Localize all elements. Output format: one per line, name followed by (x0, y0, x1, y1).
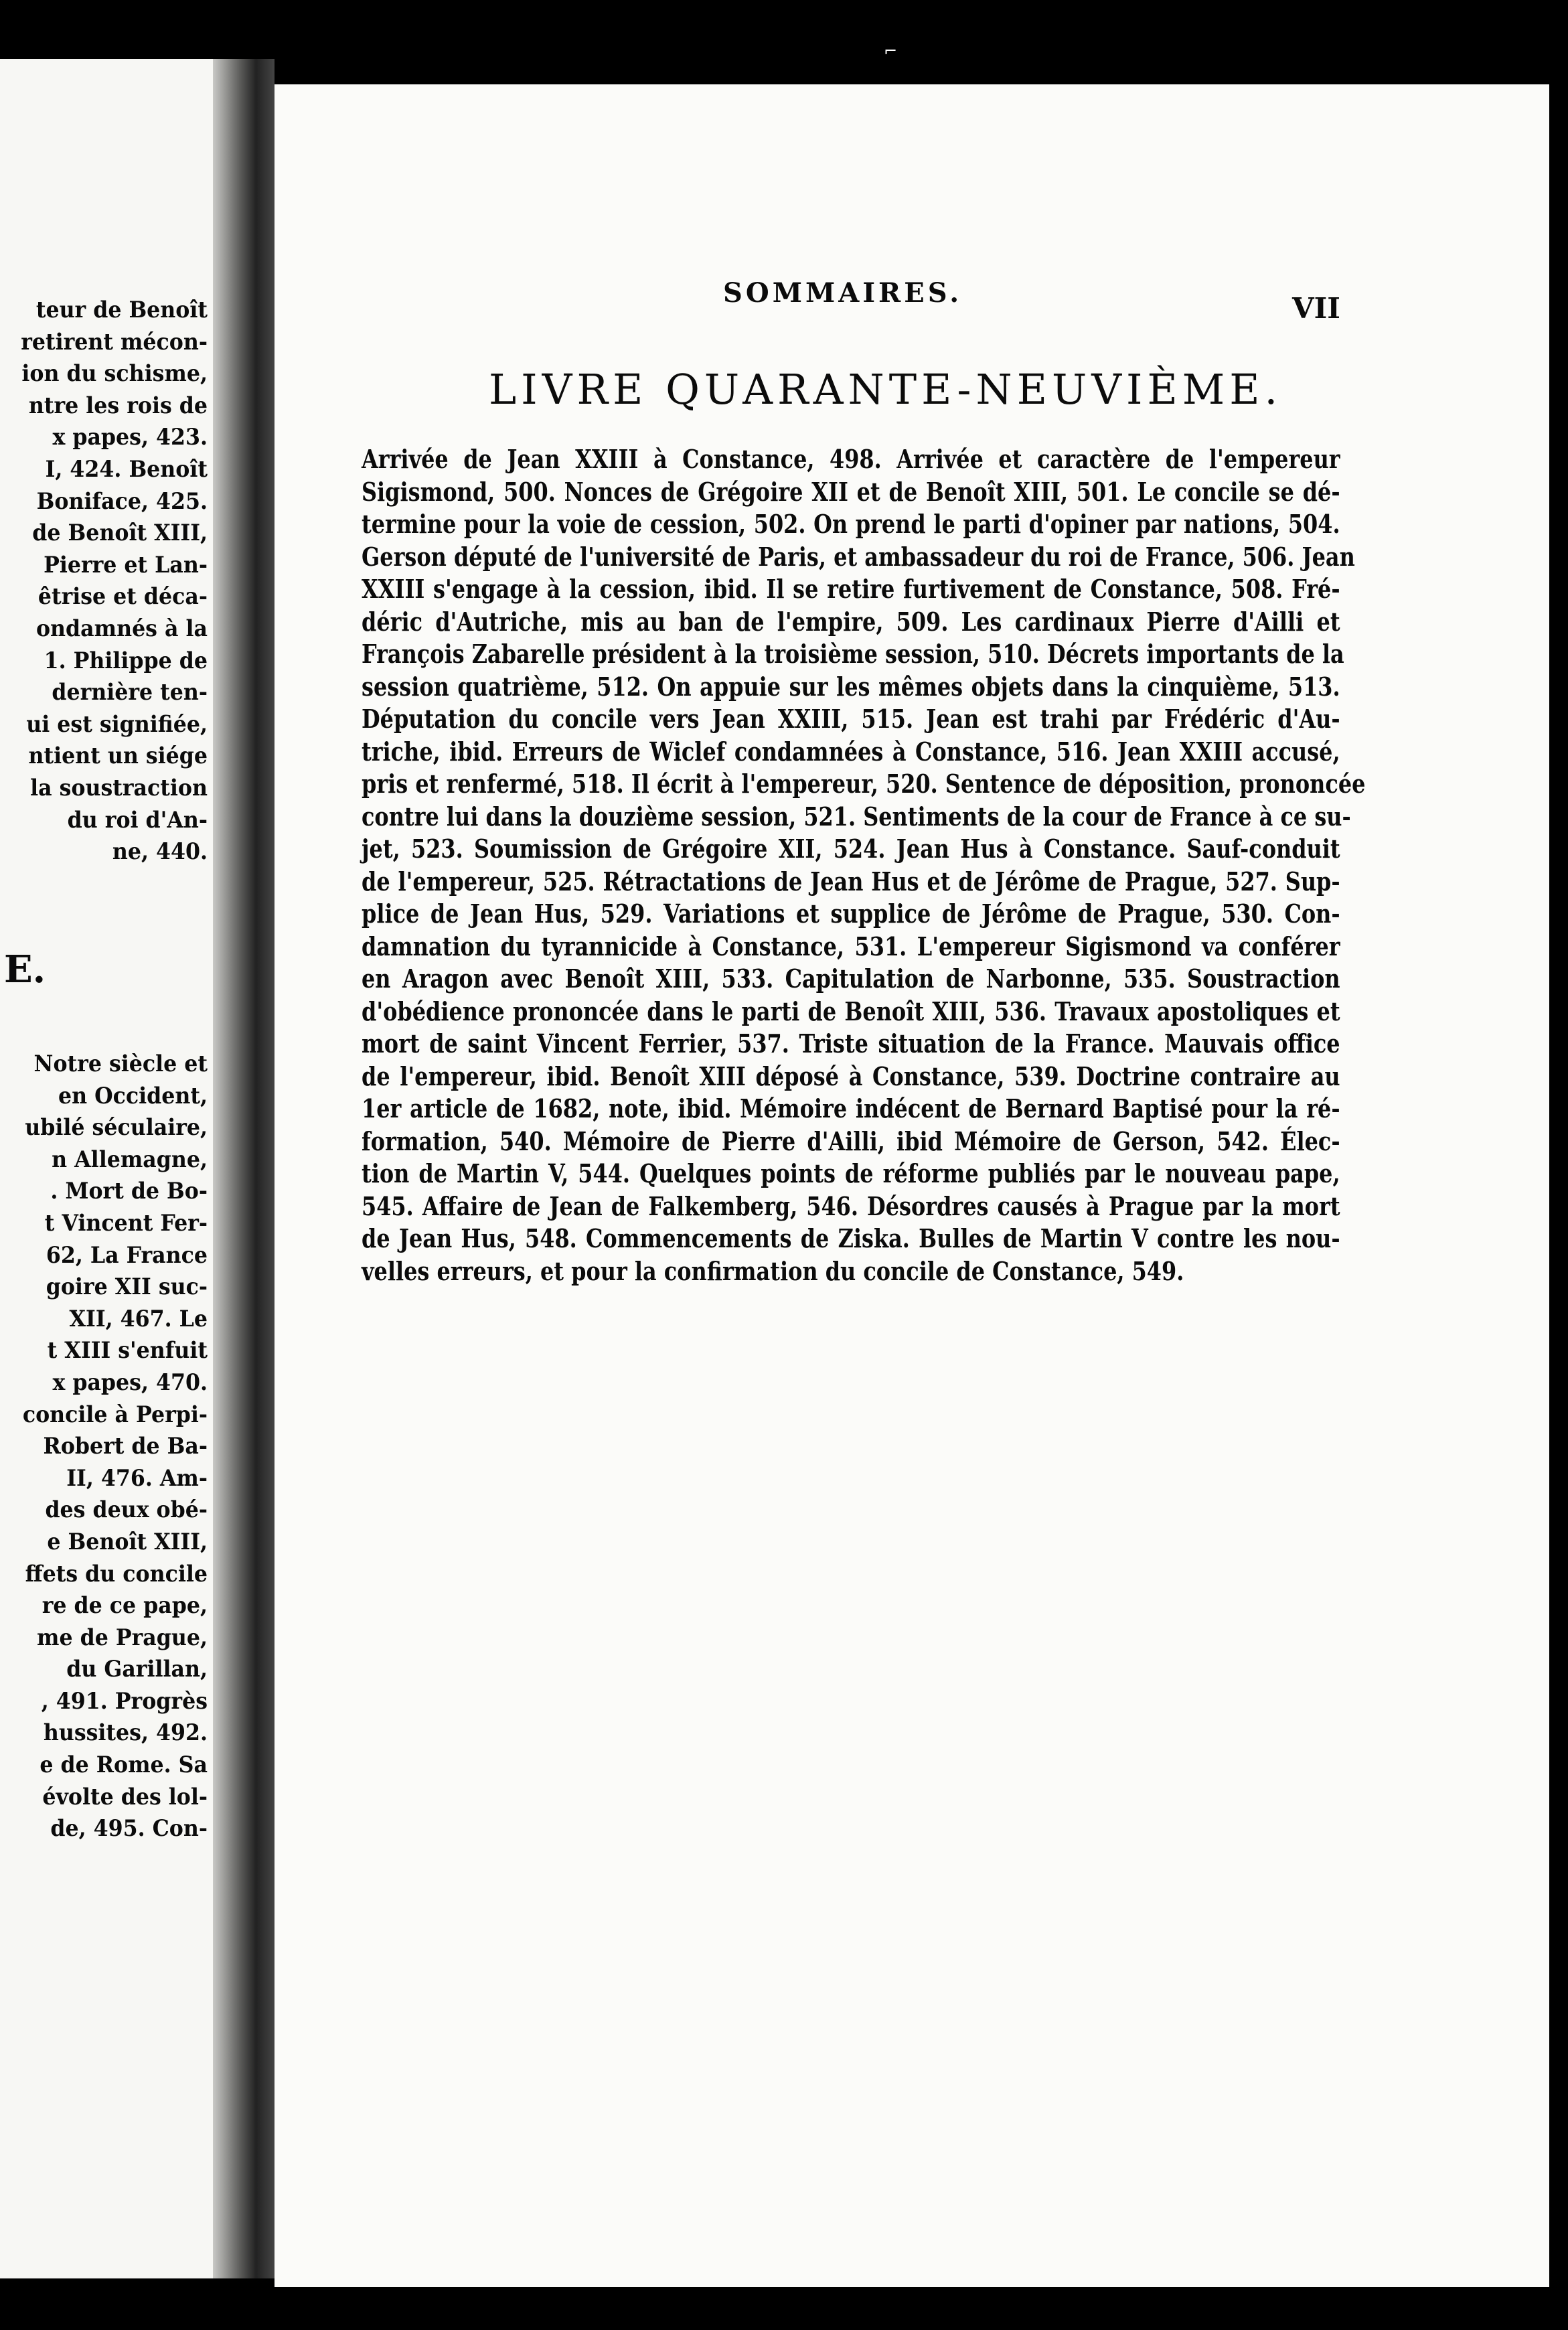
text-line: Députation du concile vers Jean XXIII, 515. Jean est trahi par Frédéric d'Au- (362, 704, 1340, 734)
text-line: t Vincent Fer- (44, 1209, 208, 1237)
text-line: 545. Affaire de Jean de Falkemberg, 546. Désordres causés à Prague par la mort (362, 1190, 1340, 1221)
running-head: SOMMAIRES. (723, 277, 963, 309)
text-line: êtrise et déca- (37, 583, 208, 611)
left-page (0, 59, 213, 2278)
text-line: du Garillan, (66, 1656, 208, 1683)
text-line: concile à Perpi- (22, 1401, 208, 1428)
text-line: en Occident, (58, 1082, 208, 1109)
text-line: Pierre et Lan- (44, 551, 208, 578)
text-line: jet, 523. Soumission de Grégoire XII, 524. Jean Hus à Constance. Sauf-conduit (362, 834, 1340, 864)
text-line: ondamnés à la (35, 615, 208, 642)
text-line: plice de Jean Hus, 529. Variations et supplice de Jérôme de Prague, 530. Con- (362, 899, 1340, 929)
left-page-text-bottom (0, 1048, 208, 1845)
text-line: x papes, 423. (52, 424, 208, 451)
text-line: Boniface, 425. (36, 487, 208, 515)
text-line: ntre les rois de (28, 392, 208, 419)
summary-paragraph (362, 443, 1366, 1288)
text-line: François Zabarelle président à la troisième session, 510. Décrets importants de la (362, 639, 1344, 669)
text-line: pris et renfermé, 518. Il écrit à l'empereur, 520. Sentence de déposition, prononcée (362, 769, 1366, 799)
text-line: II, 476. Am- (66, 1464, 208, 1492)
book-gutter (213, 59, 275, 2278)
text-line: termine pour la voie de cession, 502. On prend le parti d'opiner par nations, 504. (362, 509, 1340, 539)
text-line: velles erreurs, et pour la confirmation du concile de Constance, 549. (362, 1255, 1184, 1286)
text-line: de, 495. Con- (50, 1815, 208, 1843)
text-line: , 491. Progrès (41, 1687, 208, 1715)
text-line: t XIII s'enfuit (47, 1337, 208, 1365)
text-line: e de Rome. Sa (40, 1752, 208, 1779)
book-title: LIVRE QUARANTE-NEUVIÈME. (489, 365, 1283, 414)
page-number: VII (1292, 292, 1340, 325)
text-line: session quatrième, 512. On appuie sur les mêmes objets dans la cinquième, 513. (362, 671, 1340, 702)
text-line: teur de Benoît (35, 297, 208, 323)
text-line: dernière ten- (52, 679, 208, 706)
text-line: ui est signifiée, (26, 710, 208, 738)
text-line: d'obédience prononcée dans le parti de Benoît XIII, 536. Travaux apostoliques et (362, 996, 1340, 1026)
text-line: re de ce pape, (42, 1592, 208, 1620)
text-line: e Benoît XIII, (47, 1528, 208, 1555)
text-line: formation, 540. Mémoire de Pierre d'Ailli, ibid Mémoire de Gerson, 542. Élec- (362, 1125, 1340, 1156)
text-line: retirent mécon- (21, 328, 208, 356)
text-line: la soustraction (30, 774, 208, 801)
text-line: de l'empereur, 525. Rétractations de Jean Hus et de Jérôme de Prague, 527. Sup- (362, 866, 1340, 897)
text-line: ntient un siége (28, 743, 208, 770)
text-line: évolte des lol- (42, 1783, 208, 1810)
text-line: hussites, 492. (43, 1719, 208, 1747)
text-line: ne, 440. (112, 838, 208, 866)
text-line: 1. Philippe de (44, 647, 208, 674)
text-line: Gerson député de l'université de Paris, et ambassadeur du roi de France, 506. Jean (362, 541, 1355, 572)
text-line: ubilé séculaire, (25, 1114, 208, 1142)
text-line: I, 424. Benoît (45, 455, 208, 483)
text-line: déric d'Autriche, mis au ban de l'empire, 509. Les cardinaux Pierre d'Ailli et (362, 606, 1340, 637)
text-line: . Mort de Bo- (50, 1178, 208, 1205)
scan-edge-mark: ⌐ (884, 42, 898, 60)
text-line: XXIII s'engage à la cession, ibid. Il se retire furtivement de Constance, 508. Fré- (362, 574, 1340, 604)
text-line: 1er article de 1682, note, ibid. Mémoire indécent de Bernard Baptisé pour la ré- (362, 1093, 1340, 1123)
text-line: triche, ibid. Erreurs de Wiclef condamnées à Constance, 516. Jean XXIII accusé, (362, 736, 1340, 767)
text-line: me de Prague, (37, 1624, 208, 1651)
text-line: Robert de Ba- (43, 1433, 208, 1460)
text-line: damnation du tyrannicide à Constance, 531. L'empereur Sigismond va conférer (362, 931, 1340, 961)
text-line: Arrivée de Jean XXIII à Constance, 498. Arrivée et caractère de l'empereur (362, 444, 1340, 474)
text-line: de Benoît XIII, (32, 520, 208, 547)
text-line: ion du schisme, (21, 360, 208, 388)
text-line: goire XII suc- (46, 1273, 208, 1301)
text-line: x papes, 470. (52, 1369, 208, 1396)
text-line: du roi d'An- (67, 806, 208, 834)
text-line: XII, 467. Le (69, 1305, 208, 1332)
text-line: n Allemagne, (52, 1146, 208, 1173)
scan-border (1549, 0, 1568, 2330)
text-line: Notre siècle et (33, 1051, 208, 1077)
text-line: ffets du concile (25, 1560, 208, 1587)
left-section-letter: E. (4, 947, 46, 992)
text-line: Sigismond, 500. Nonces de Grégoire XII et de Benoît XIII, 501. Le concile se dé- (362, 476, 1340, 507)
text-line: 62, La France (46, 1241, 208, 1269)
text-line: en Aragon avec Benoît XIII, 533. Capitulation de Narbonne, 535. Soustraction (362, 963, 1340, 994)
text-line: de Jean Hus, 548. Commencements de Ziska. Bulles de Martin V contre les nou- (362, 1223, 1340, 1253)
text-line: tion de Martin V, 544. Quelques points de réforme publiés par le nouveau pape, (362, 1158, 1340, 1188)
text-line: de l'empereur, ibid. Benoît XIII déposé à Constance, 539. Doctrine contraire au (362, 1061, 1340, 1091)
text-line: contre lui dans la douzième session, 521. Sentiments de la cour de France à ce su- (362, 801, 1351, 832)
left-page-text-top (0, 295, 208, 868)
text-line: mort de saint Vincent Ferrier, 537. Triste situation de la France. Mauvais office (362, 1028, 1340, 1059)
text-line: des deux obé- (45, 1496, 208, 1524)
